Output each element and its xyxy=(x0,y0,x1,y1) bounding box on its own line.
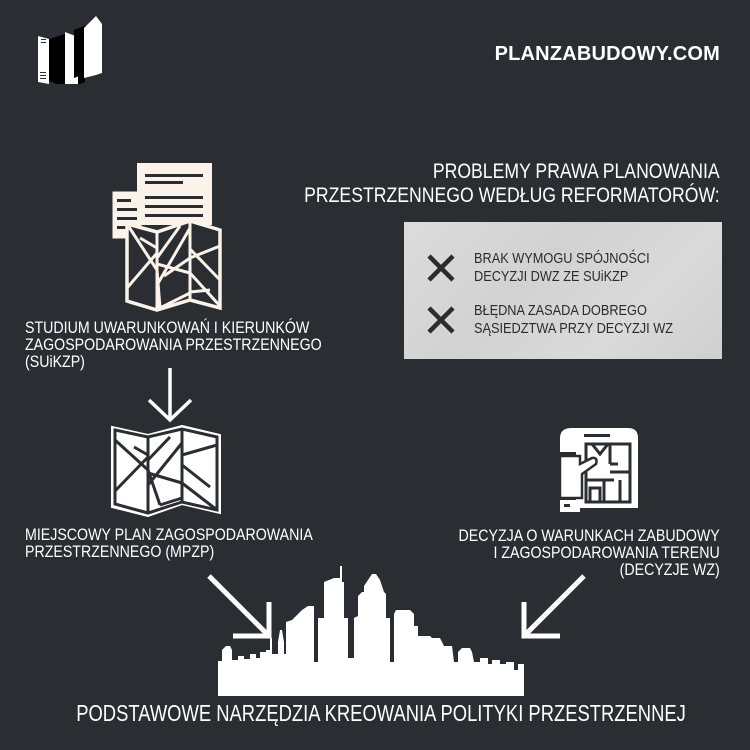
suikzp-label xyxy=(25,320,322,371)
suikzp-label-line3: (SUiKZP) xyxy=(25,353,85,371)
problems-title-line1: PROBLEMY PRAWA PLANOWANIA xyxy=(433,160,720,183)
arrow-down-icon xyxy=(145,368,195,423)
suikzp-label-line2: ZAGOSPODAROWANIA PRZESTRZENNEGO xyxy=(25,336,322,354)
city-skyline-icon xyxy=(218,566,534,696)
problem-text-line2: SĄSIEDZTWA PRZY DECYZJI WZ xyxy=(474,320,674,337)
mpzp-label xyxy=(25,527,313,561)
folded-map-icon xyxy=(110,425,235,517)
buildings-logo-icon xyxy=(36,12,108,84)
footer-title xyxy=(0,700,750,727)
problem-item xyxy=(426,250,681,286)
mpzp-label-line2: PRZESTRZENNEGO (MPZP) xyxy=(25,543,215,561)
problem-text-line1: BŁĘDNA ZASADA DOBREGO xyxy=(474,302,647,319)
documents-map-icon xyxy=(100,158,245,313)
site-url[interactable]: PLANZABUDOWY.COM xyxy=(494,43,720,65)
footer-title-text: PODSTAWOWE NARZĘDZIA KREOWANIA POLITYKI PRZESTRZENNEJ xyxy=(76,700,686,726)
problems-panel xyxy=(404,222,722,359)
suikzp-label-line1: STUDIUM UWARUNKOWAŃ I KIERUNKÓW xyxy=(25,319,310,337)
x-icon xyxy=(426,253,456,283)
mpzp-label-line1: MIEJSCOWY PLAN ZAGOSPODAROWANIA xyxy=(25,526,313,544)
wz-label-line3: (DECYZJE WZ) xyxy=(619,561,720,579)
problems-title-line2: PRZESTRZENNEGO WEDŁUG REFORMATORÓW: xyxy=(304,184,720,207)
wz-label-line2: I ZAGOSPODAROWANIA TERENU xyxy=(493,544,720,562)
wz-label-line1: DECYZJA O WARUNKACH ZABUDOWY xyxy=(458,527,720,545)
problem-item xyxy=(426,302,708,338)
problem-text-line1: BRAK WYMOGU SPÓJNOŚCI xyxy=(474,250,650,267)
x-icon xyxy=(426,305,456,335)
problems-title xyxy=(304,160,720,208)
hand-holding-floorplan-icon xyxy=(552,424,648,514)
problem-text-line2: DECYZJI DWZ ZE SUiKZP xyxy=(474,268,629,285)
